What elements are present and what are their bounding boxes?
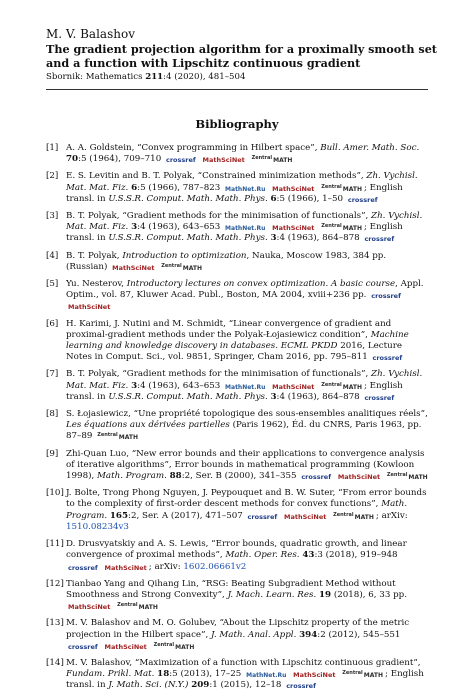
mathscinet-link[interactable]: MathSciNet (272, 224, 315, 233)
ref-volume: 165 (109, 510, 129, 521)
ref-text: , Appl. Optim., vol. 87, Kluwer Acad. Publ., Boston, MA 2004, xviii+236 pp. (66, 279, 424, 301)
ref-journal: Bull. Amer. Math. Soc. (320, 143, 420, 153)
ref-text: :4 (1963), 864–878 (276, 391, 360, 402)
ref-journal: J. Math. Sci. (N.Y.) (108, 680, 189, 691)
ref-text: :2, Ser. B (2000), 341–355 (181, 471, 297, 482)
ref-text: M. V. Balashov, “Maximization of a function with Lipschitz continuous gradient”, (66, 657, 421, 668)
ref-book-title: Introductory lectures on convex optimization. A basic course (126, 279, 396, 290)
ref-book-title: Les équations aux dérivées partielles (66, 420, 230, 431)
ref-journal: U.S.S.R. Comput. Math. Math. Phys. (108, 391, 268, 402)
crossref-link[interactable]: crossref (364, 393, 395, 402)
ref-text: A. A. Goldstein, “Convex programming in Hilbert space”, (66, 143, 321, 153)
reference-7 (46, 369, 430, 403)
ref-volume: 88 (169, 471, 182, 482)
ref-volume: 6 (131, 182, 138, 193)
mathnet-link[interactable]: MathNet.Ru (225, 225, 266, 233)
ref-volume: 6 (270, 193, 277, 204)
ref-text: D. Drusvyatskiy and A. S. Lewis, “Error bounds, quadratic growth, and linear convergence of proximal methods”, (66, 539, 407, 561)
ref-text: , Nauka, Moscow 1983, 384 pp. (Russian) (66, 250, 387, 272)
ref-text: 2016, Lecture Notes in Comput. Sci., vol. 9851, Springer, Cham 2016, pp. 795–811 (66, 341, 402, 363)
reference-number: [6] (46, 318, 59, 329)
zbmath-link[interactable]: ZentralMATH (321, 223, 362, 233)
ref-journal: U.S.S.R. Comput. Math. Math. Phys. (108, 193, 268, 204)
ref-journal: Zh. Vychisl. Mat. Mat. Fiz. (66, 171, 418, 193)
ref-text: S. Łojasiewicz, “Une propriété topologique des sous-ensembles analitiques réels”, (66, 409, 428, 420)
ref-text: :5 (1964), 709–710 (78, 154, 162, 165)
reference-12 (46, 579, 430, 613)
mathnet-link[interactable]: MathNet.Ru (225, 383, 266, 391)
reference-number: [10] (46, 488, 64, 499)
reference-3 (46, 211, 430, 245)
reference-number: [3] (46, 211, 59, 222)
crossref-link[interactable]: crossref (247, 512, 278, 521)
ref-text: ; English transl. in (66, 182, 403, 204)
ref-text: H. Karimi, J. Nutini and M. Schmidt, “Linear convergence of gradient and proximal-gradient methods under the Polyak-Łojasiewicz condition”, (66, 318, 392, 340)
mathscinet-link[interactable]: MathSciNet (272, 184, 315, 193)
reference-4 (46, 251, 430, 273)
zbmath-link[interactable]: ZentralMATH (251, 155, 293, 165)
crossref-link[interactable]: crossref (286, 682, 316, 691)
zbmath-link[interactable]: ZentralMATH (153, 641, 195, 651)
ref-text: (2018), 6, 33 pp. (331, 589, 408, 600)
journal-citation (46, 72, 245, 82)
crossref-link[interactable]: crossref (347, 195, 378, 204)
reference-8 (46, 409, 430, 443)
reference-11 (46, 539, 430, 573)
crossref-link[interactable]: crossref (68, 563, 98, 572)
ref-book-title: Introduction to optimization (122, 250, 247, 261)
ref-journal: U.S.S.R. Comput. Math. Math. Phys. (108, 233, 268, 244)
reference-13 (46, 618, 430, 652)
ref-journal: Math. Oper. Res. (225, 550, 300, 561)
arxiv-link[interactable]: 1602.06661v2 (183, 561, 247, 572)
reference-number: [4] (46, 250, 59, 261)
zbmath-link[interactable]: ZentralMATH (97, 432, 139, 442)
ref-text: :3 (2018), 919–948 (314, 550, 398, 561)
ref-journal: Zh. Vychisl. Mat. Mat. Fiz. (66, 211, 423, 233)
reference-number: [7] (46, 369, 59, 380)
reference-6 (46, 319, 430, 364)
crossref-link[interactable]: crossref (364, 235, 395, 244)
ref-volume: 19 (318, 589, 332, 600)
ref-volume: 394 (299, 629, 318, 640)
mathscinet-link[interactable]: MathSciNet (104, 563, 147, 572)
reference-list (46, 143, 430, 698)
zbmath-link[interactable]: ZentralMATH (321, 183, 362, 193)
reference-number: [12] (46, 578, 64, 589)
mathscinet-link[interactable]: MathSciNet (284, 512, 327, 521)
reference-9 (46, 449, 430, 483)
mathscinet-link[interactable]: MathSciNet (293, 671, 336, 680)
journal-name: Sbornik: Mathematics (46, 72, 143, 82)
zbmath-link[interactable]: ZentralMATH (161, 262, 203, 272)
zbmath-link[interactable]: ZentralMATH (386, 472, 428, 482)
ref-text: ; arXiv: (148, 561, 184, 572)
reference-2 (46, 171, 430, 205)
mathscinet-link[interactable]: MathSciNet (112, 263, 155, 272)
ref-journal: J. Math. Anal. Appl. (211, 629, 297, 640)
crossref-link[interactable]: crossref (301, 473, 332, 482)
reference-number: [11] (46, 539, 64, 550)
mathscinet-link[interactable]: MathSciNet (272, 382, 315, 391)
ref-text: B. T. Polyak, “Gradient methods for the minimisation of functionals”, (66, 369, 372, 380)
ref-text: :4 (1963), 643–653 (137, 380, 221, 391)
ref-text: :5 (1966), 787–823 (137, 182, 221, 193)
header-divider (46, 89, 428, 90)
ref-journal: Fundam. Prikl. Mat. (66, 669, 155, 680)
journal-issue-pages: :4 (2020), 481–504 (163, 72, 246, 82)
ref-book-title: Machine learning and knowledge discovery in databases. ECML PKDD (66, 329, 409, 352)
reference-number: [13] (46, 618, 64, 629)
ref-volume: 70 (66, 154, 79, 165)
ref-text: (Paris 1962), Éd. du CNRS, Paris 1963, pp. 87–89 (66, 420, 422, 442)
reference-number: [9] (46, 448, 59, 459)
zbmath-link[interactable]: ZentralMATH (117, 602, 158, 612)
ref-journal: Math. Program. (97, 471, 167, 482)
reference-5 (46, 279, 430, 313)
reference-10 (46, 488, 430, 533)
ref-text: ; English transl. in (66, 669, 424, 691)
ref-text: J. Bolte, Trong Phong Nguyen, J. Peypouquet and B. W. Suter, “From error bounds to the complexity of first-order descent methods for convex functions”, (66, 488, 427, 510)
ref-journal: J. Mach. Learn. Res. (227, 589, 317, 600)
mathscinet-link[interactable]: MathSciNet (202, 156, 245, 165)
ref-text: Yu. Nesterov, (66, 279, 127, 290)
zbmath-link[interactable]: ZentralMATH (342, 670, 384, 680)
ref-text: :4 (1963), 864–878 (276, 233, 360, 244)
ref-text: ; arXiv: (375, 510, 408, 521)
ref-text: :5 (2013), 17–25 (169, 669, 242, 680)
ref-volume: 43 (302, 550, 315, 561)
ref-journal: Math. Program. (66, 499, 408, 521)
ref-text: :2 (2012), 545–551 (317, 629, 401, 640)
mathscinet-link[interactable]: MathSciNet (337, 473, 381, 482)
ref-text: Zhi-Quan Luo, “New error bounds and their applications to convergence analysis of iterative algorithms”, Error bounds in mathematical programming (Kowloon 1998), (66, 448, 425, 482)
reference-14 (46, 658, 430, 692)
paper-title: The gradient projection algorithm for a proximally smooth set and a function with Lipschitz continuous gradient (46, 42, 437, 70)
mathnet-link[interactable]: MathNet.Ru (225, 185, 266, 193)
ref-journal: Zh. Vychisl. Mat. Mat. Fiz. (66, 369, 423, 391)
ref-volume: 18 (157, 669, 170, 680)
mathscinet-link[interactable]: MathSciNet (104, 642, 147, 651)
bibliography-heading: Bibliography (195, 117, 279, 131)
arxiv-link[interactable]: 1510.08234v3 (66, 521, 129, 532)
ref-text: ; English transl. in (66, 380, 403, 402)
reference-number: [1] (46, 143, 59, 153)
ref-volume: 3 (131, 222, 138, 233)
ref-volume: 209 (191, 680, 210, 691)
ref-volume: 3 (270, 233, 277, 244)
ref-text: :5 (1966), 1–50 (276, 193, 344, 204)
reference-number: [5] (46, 279, 59, 290)
reference-number: [8] (46, 409, 59, 420)
reference-number: [14] (46, 657, 64, 668)
ref-text: Tianbao Yang and Qihang Lin, “RSG: Beating Subgradient Method without Smoothness and Strong Convexity”, (66, 578, 396, 600)
crossref-link[interactable]: crossref (68, 642, 98, 651)
journal-volume: 211 (145, 72, 164, 82)
zbmath-link[interactable]: ZentralMATH (321, 381, 362, 391)
crossref-link[interactable]: crossref (372, 354, 403, 363)
reference-1 (46, 143, 430, 165)
mathscinet-link[interactable]: MathSciNet (68, 303, 111, 312)
ref-text: M. V. Balashov and M. O. Golubev, “About the Lipschitz property of the metric projection in the Hilbert space”, (66, 618, 410, 640)
crossref-link[interactable]: crossref (371, 292, 401, 301)
ref-volume: 3 (131, 380, 138, 391)
crossref-link[interactable]: crossref (166, 156, 196, 165)
reference-number: [2] (46, 171, 59, 182)
zbmath-link[interactable]: ZentralMATH (333, 511, 374, 521)
ref-text: ; English transl. in (66, 222, 403, 244)
ref-text: :4 (1963), 643–653 (137, 222, 221, 233)
ref-text: :1 (2015), 12–18 (209, 680, 282, 691)
ref-text: :2, Ser. A (2017), 471–507 (128, 510, 243, 521)
mathnet-link[interactable]: MathNet.Ru (246, 672, 287, 680)
mathscinet-link[interactable]: MathSciNet (68, 603, 111, 612)
author-name: M. V. Balashov (46, 27, 135, 41)
ref-text: E. S. Levitin and B. T. Polyak, “Constrained minimization methods”, (66, 171, 367, 182)
ref-text: B. T. Polyak, (66, 250, 123, 261)
ref-volume: 3 (270, 391, 277, 402)
ref-text: B. T. Polyak, “Gradient methods for the minimisation of functionals”, (66, 211, 372, 222)
